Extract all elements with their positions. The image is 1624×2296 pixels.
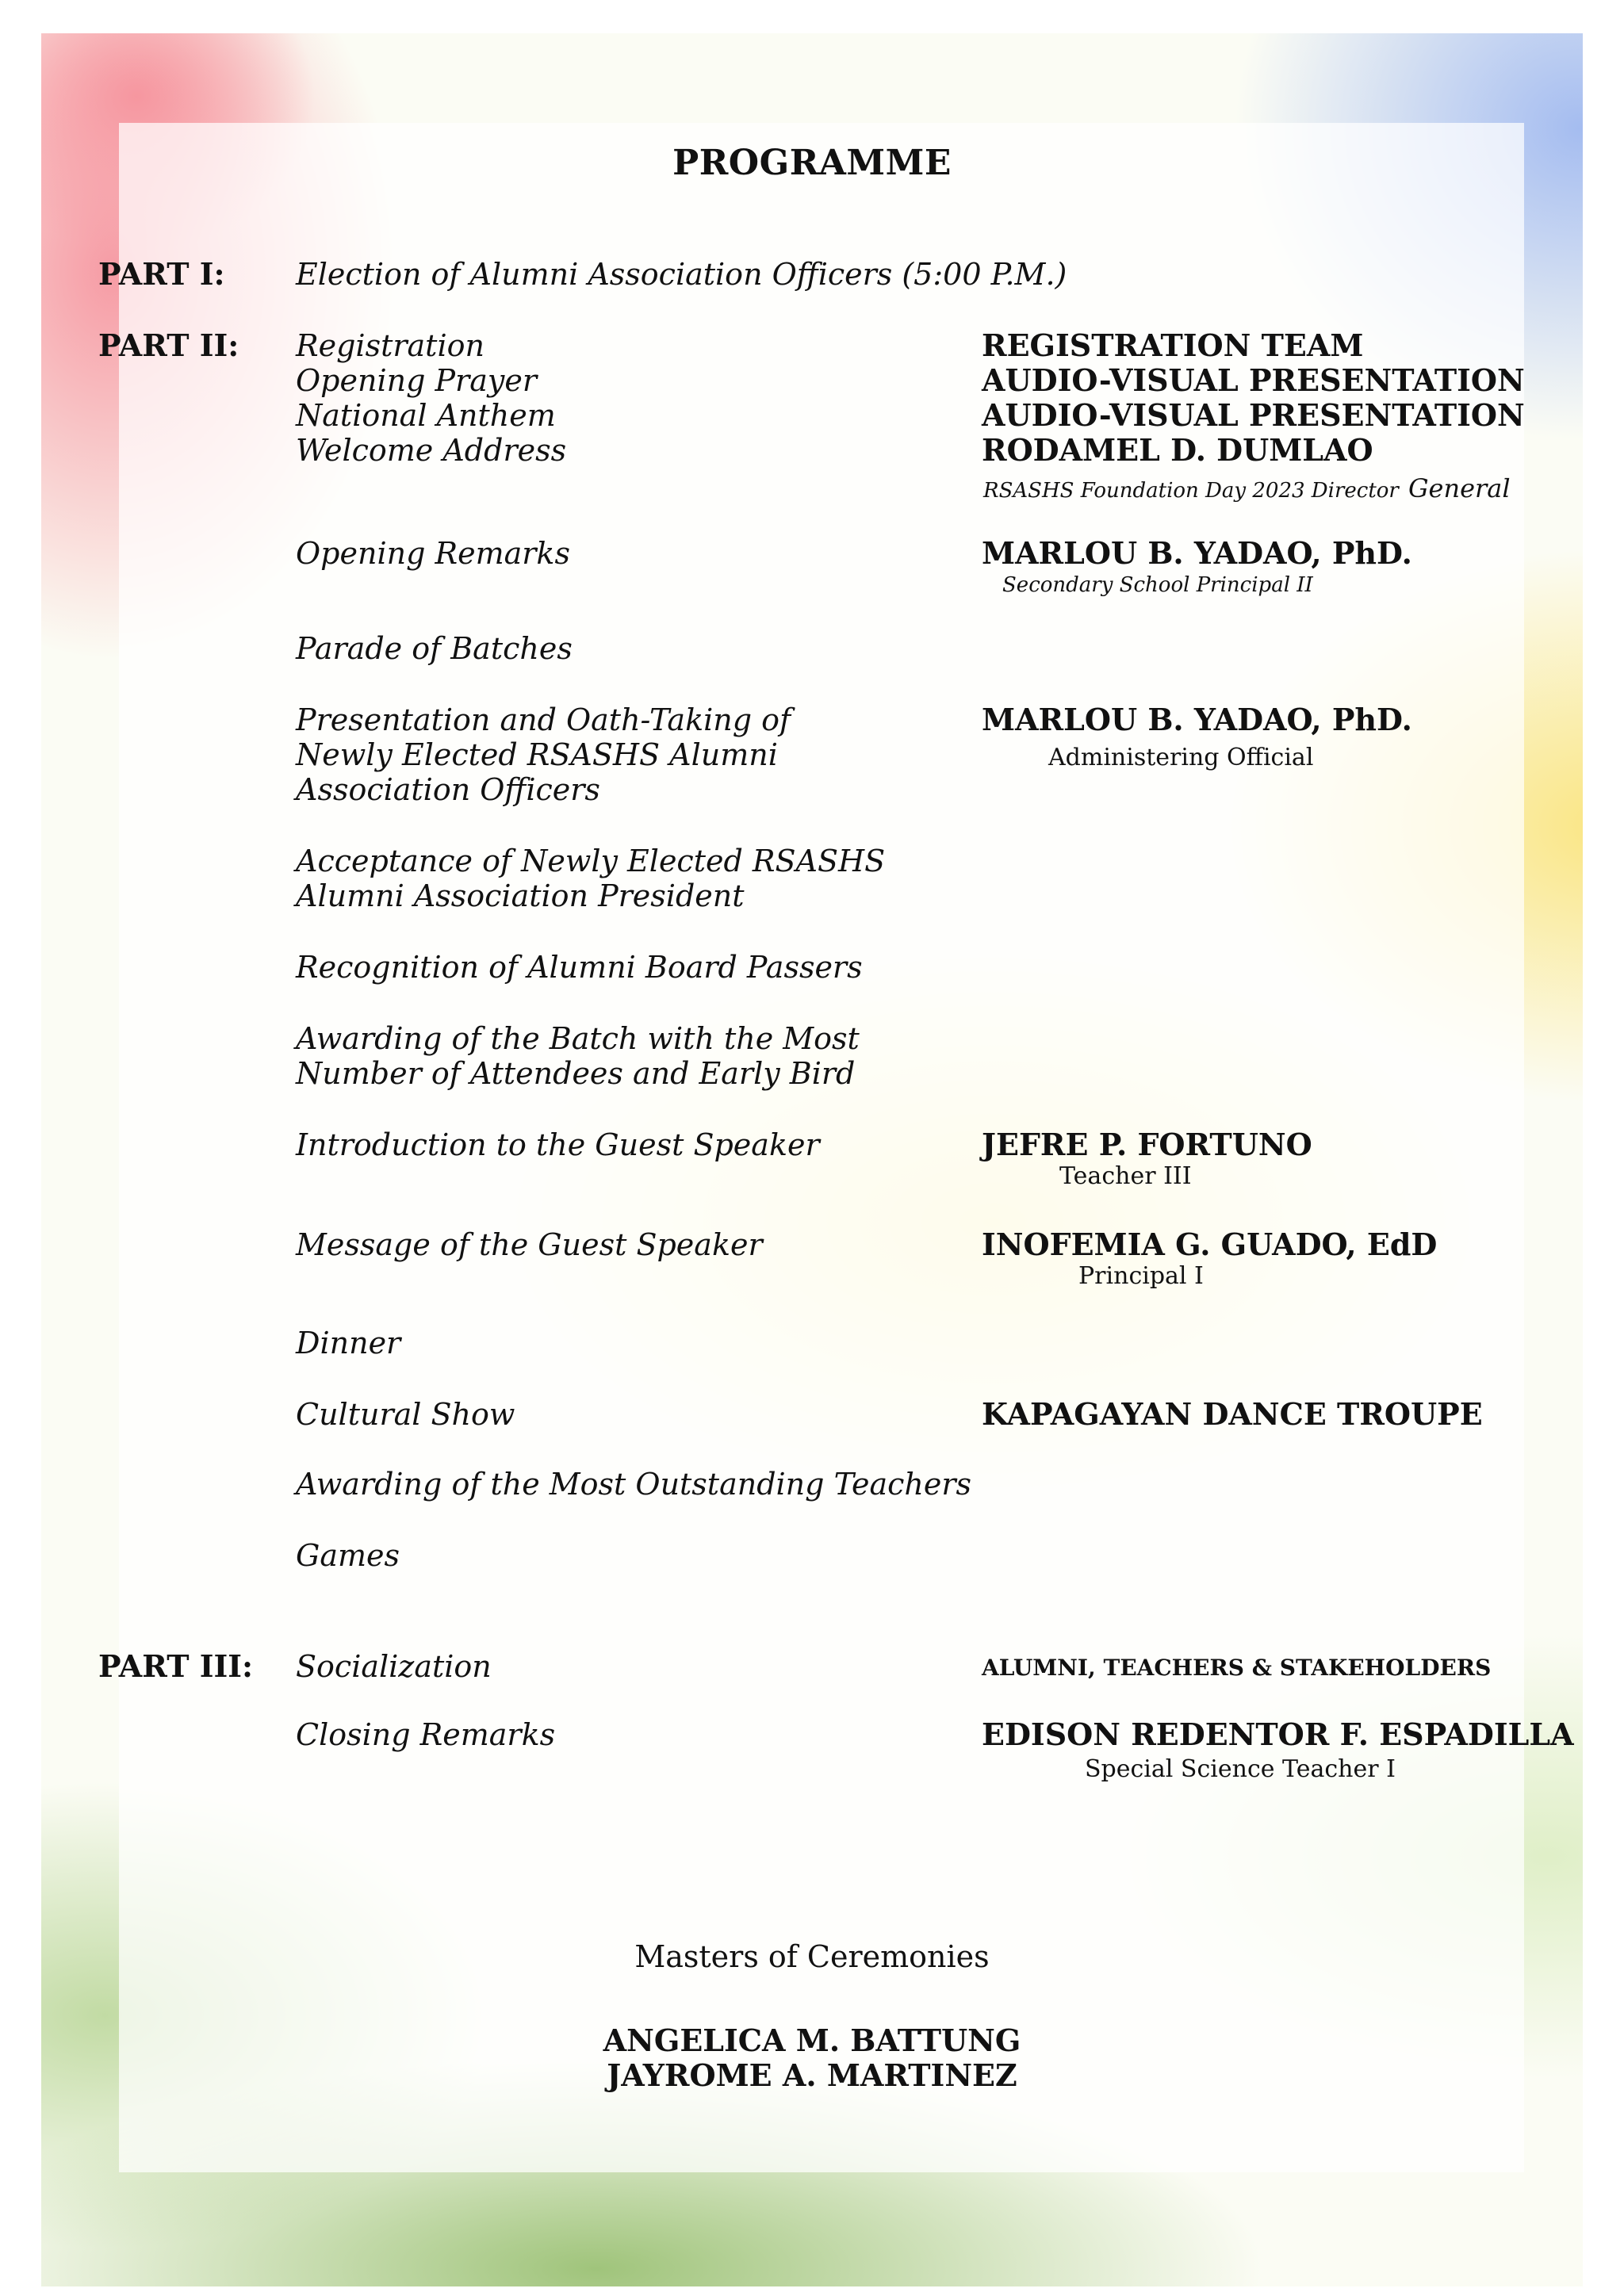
presenter-cultural-show: KAPAGAYAN DANCE TROUPE: [982, 1396, 1483, 1432]
part-2-label: PART II:: [98, 327, 239, 363]
presenter-registration: REGISTRATION TEAM: [982, 327, 1364, 363]
activity-opening-prayer: Opening Prayer: [296, 363, 537, 398]
presenter-closing-remarks: EDISON REDENTOR F. ESPADILLA: [982, 1716, 1574, 1752]
presenter-oath-taking: MARLOU B. YADAO, PhD.: [982, 702, 1412, 737]
mc-name-2: JAYROME A. MARTINEZ: [607, 2057, 1017, 2093]
presenter-opening-remarks: MARLOU B. YADAO, PhD.: [982, 535, 1412, 571]
presenter-national-anthem: AUDIO-VISUAL PRESENTATION: [982, 397, 1525, 433]
activity-closing-remarks: Closing Remarks: [296, 1717, 556, 1752]
activity-oath-taking-line1: Presentation and Oath-Taking of: [296, 702, 791, 737]
presenter-welcome-address: RODAMEL D. DUMLAO: [982, 432, 1373, 468]
activity-registration: Registration: [296, 328, 485, 363]
presenter-role-opening-remarks: Secondary School Principal II: [1002, 573, 1313, 597]
activity-recognition: Recognition of Alumni Board Passers: [296, 950, 863, 985]
presenter-role-closing: Special Science Teacher I: [1085, 1755, 1396, 1783]
mc-heading: Masters of Ceremonies: [634, 1939, 990, 1974]
activity-opening-remarks: Opening Remarks: [296, 536, 570, 571]
activity-games: Games: [296, 1538, 400, 1573]
activity-awarding-batch-line2: Number of Attendees and Early Bird: [296, 1056, 856, 1091]
presenter-socialization: ALUMNI, TEACHERS & STAKEHOLDERS: [982, 1655, 1492, 1681]
part-3-label: PART III:: [98, 1648, 254, 1684]
presenter-role-introduction: Teacher III: [1059, 1162, 1192, 1190]
role-text: RSASHS Foundation Day 2023 Director: [983, 479, 1399, 503]
activity-oath-taking-line2: Newly Elected RSASHS Alumni: [296, 737, 778, 772]
presenter-role-oath-taking: Administering Official: [1048, 744, 1314, 771]
activity-welcome-address: Welcome Address: [296, 433, 567, 468]
activity-message-guest-speaker: Message of the Guest Speaker: [296, 1227, 763, 1262]
presenter-opening-prayer: AUDIO-VISUAL PRESENTATION: [982, 362, 1525, 398]
activity-oath-taking-line3: Association Officers: [296, 772, 600, 807]
presenter-introduction: JEFRE P. FORTUNO: [982, 1127, 1312, 1162]
activity-awarding-teachers: Awarding of the Most Outstanding Teachers: [296, 1467, 972, 1502]
activity-acceptance-line1: Acceptance of Newly Elected RSASHS: [296, 844, 886, 878]
part-1-label: PART I:: [98, 256, 225, 292]
role-text-cont: General: [1408, 473, 1511, 503]
activity-acceptance-line2: Alumni Association President: [296, 878, 745, 913]
activity-socialization: Socialization: [296, 1649, 492, 1684]
activity-introduction-guest-speaker: Introduction to the Guest Speaker: [296, 1127, 820, 1162]
activity-awarding-batch-line1: Awarding of the Batch with the Most: [296, 1021, 860, 1056]
activity-dinner: Dinner: [296, 1326, 401, 1360]
presenter-message: INOFEMIA G. GUADO, EdD: [982, 1226, 1438, 1262]
activity-cultural-show: Cultural Show: [296, 1397, 515, 1432]
mc-name-1: ANGELICA M. BATTUNG: [603, 2022, 1021, 2058]
activity-national-anthem: National Anthem: [296, 398, 556, 433]
activity-parade-of-batches: Parade of Batches: [296, 631, 573, 666]
part-1-activity: Election of Alumni Association Officers (5:00 P.M.): [296, 257, 1067, 292]
page-title: PROGRAMME: [672, 143, 952, 183]
presenter-role-welcome: [983, 469, 1511, 507]
presenter-role-message: Principal I: [1078, 1262, 1204, 1290]
